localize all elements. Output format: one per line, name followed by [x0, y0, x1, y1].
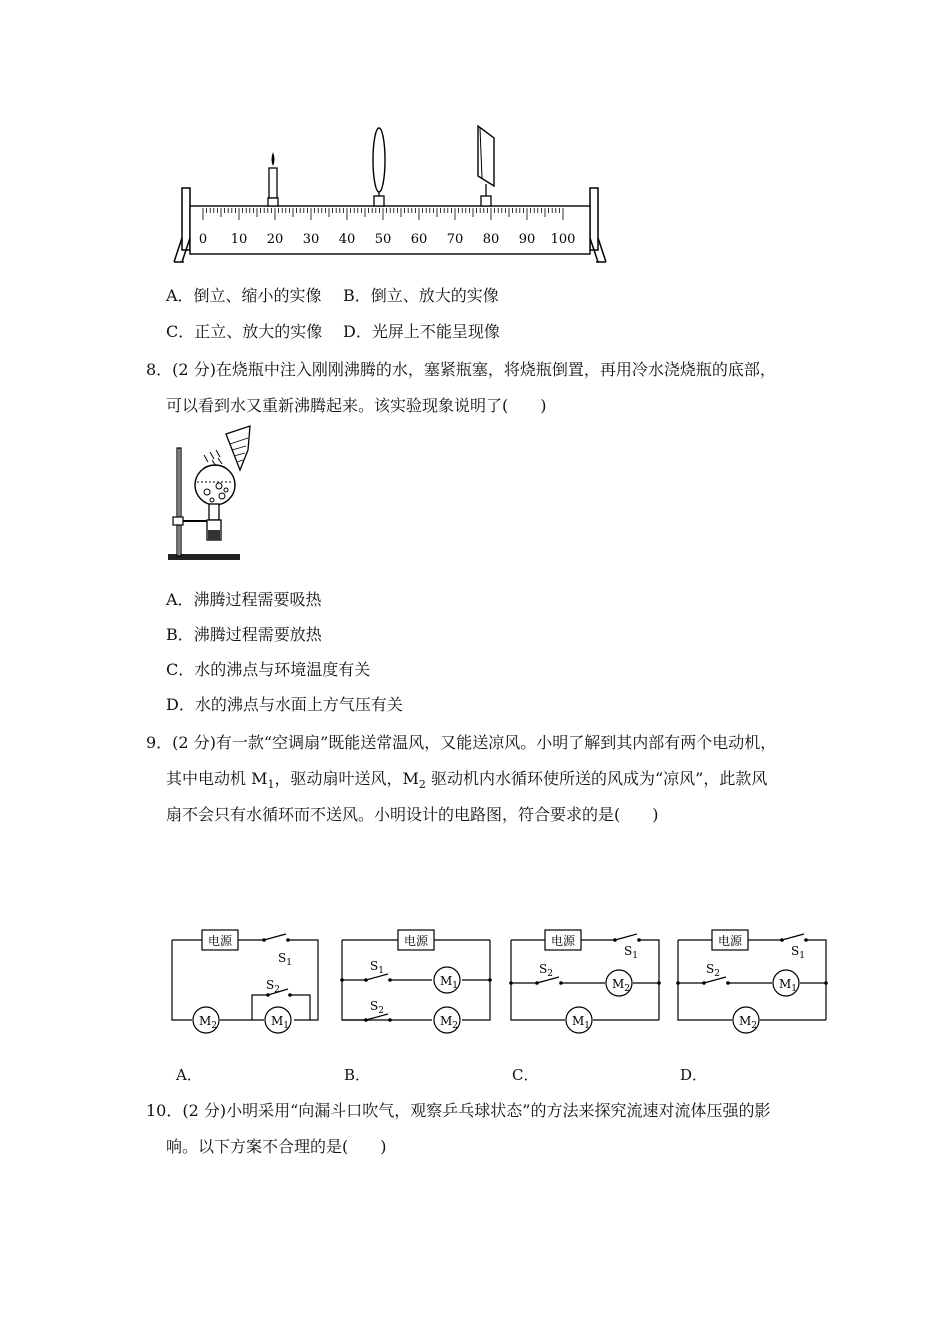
bench-tick-label: 70	[446, 232, 464, 247]
motor-m1-label: $M_1$	[779, 977, 798, 994]
q9-line2-sub1: 1	[267, 778, 275, 792]
circuit-c	[507, 925, 667, 1035]
bench-tick-label: 90	[518, 232, 536, 247]
q9-line2-pre: 其中电动机 M	[166, 769, 268, 788]
q9-stem-line3: 扇不会只有水循环而不送风。小明设计的电路图，符合要求的是( )	[166, 805, 659, 824]
q8-option-d: D．水的沸点与水面上方气压有关	[166, 695, 403, 714]
light-screen	[478, 126, 494, 206]
q7-option-b: B．倒立、放大的实像	[343, 286, 499, 305]
power-label: 电源	[207, 934, 233, 948]
q9-line2-sub2: 2	[418, 778, 426, 792]
power-label: 电源	[717, 934, 743, 948]
switch-s2-label: $S_2$	[539, 962, 553, 979]
switch-s1-label: $S_1$	[624, 944, 638, 961]
bench-tick-label: 20	[266, 232, 284, 247]
q9-option-d-label: D．	[680, 1066, 708, 1084]
circuit-b	[338, 925, 498, 1035]
motor-m2-label: $M_2$	[199, 1014, 218, 1031]
q8-option-c: C．水的沸点与环境温度有关	[166, 660, 371, 679]
switch-s1-label: $S_1$	[278, 951, 292, 968]
switch-s2-label: $S_2$	[706, 962, 720, 979]
bench-tick-label: 100	[550, 232, 576, 247]
candle	[268, 152, 278, 206]
q9-stem-line1: 9．(2 分)有一款“空调扇”既能送常温风，又能送凉风。小明了解到其内部有两个电动机，	[146, 733, 777, 752]
switch-s1-label: $S_1$	[370, 959, 384, 976]
q9-line2-post: 驱动机内水循环使所送的风成为“凉风”，此款风	[425, 769, 768, 788]
q9-option-b-label: B．	[344, 1066, 371, 1084]
switch-s2-label: $S_2$	[370, 999, 384, 1016]
motor-m2-label: $M_2$	[440, 1014, 459, 1031]
switch-s2-label: $S_2$	[266, 978, 280, 995]
motor-m1-label: $M_1$	[572, 1014, 591, 1031]
q9-option-a-label: A．	[176, 1066, 202, 1084]
bench-tick-label: 40	[338, 232, 356, 247]
motor-m2-label: $M_2$	[612, 977, 631, 994]
motor-m2-label: $M_2$	[739, 1014, 758, 1031]
q7-option-d: D．光屏上不能呈现像	[343, 322, 500, 341]
bench-tick-label: 30	[302, 232, 320, 247]
q7-option-a: A．倒立、缩小的实像	[166, 286, 322, 305]
motor-m1-label: $M_1$	[440, 974, 459, 991]
switch-s1-label: $S_1$	[791, 944, 805, 961]
power-label: 电源	[403, 934, 429, 948]
q8-option-a: A．沸腾过程需要吸热	[166, 590, 322, 609]
circuit-a	[168, 925, 328, 1035]
circuit-d	[674, 925, 834, 1035]
bench-tick-label: 0	[198, 232, 208, 247]
q10-stem-line1: 10．(2 分)小明采用“向漏斗口吹气，观察乒乓球状态”的方法来探究流速对流体压强的影	[146, 1101, 771, 1120]
convex-lens	[373, 128, 385, 206]
flask-boiling-figure	[160, 420, 250, 565]
bench-tick-label: 80	[482, 232, 500, 247]
q9-stem-line2	[166, 769, 767, 795]
bench-tick-label: 10	[230, 232, 248, 247]
bench-tick-label: 50	[374, 232, 392, 247]
q8-stem-line2: 可以看到水又重新沸腾起来。该实验现象说明了( )	[166, 396, 547, 415]
q9-option-c-label: C．	[512, 1066, 539, 1084]
q9-line2-mid: ，驱动扇叶送风，M	[274, 769, 419, 788]
power-label: 电源	[550, 934, 576, 948]
motor-m1-label: $M_1$	[271, 1014, 290, 1031]
bench-tick-label: 60	[410, 232, 428, 247]
q8-stem-line1: 8．(2 分)在烧瓶中注入刚刚沸腾的水，塞紧瓶塞，将烧瓶倒置，再用冷水浇烧瓶的底部，	[146, 360, 776, 379]
q8-option-b: B．沸腾过程需要放热	[166, 625, 322, 644]
q10-stem-line2: 响。以下方案不合理的是( )	[166, 1137, 387, 1156]
optical-bench-figure	[170, 120, 620, 270]
q7-option-c: C．正立、放大的实像	[166, 322, 323, 341]
